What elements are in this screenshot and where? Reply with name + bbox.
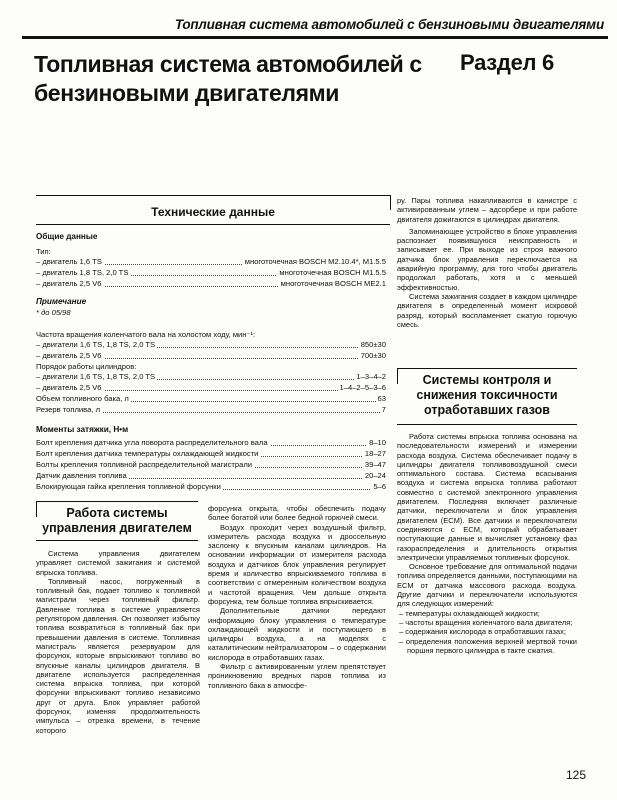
- right-column-top: [397, 196, 577, 329]
- list-item: – содержания кислорода в отработавших газах;: [399, 627, 566, 637]
- paragraph: Основное требование для оптимальной подачи топлива определяется данными, поступающими на ECM от датчика массового расхода воздуха. Другие датчики и переключатели используются для следующих измерений:: [397, 562, 577, 609]
- section2-body: [397, 432, 577, 655]
- paragraph: Фильтр с активированным углем препятствует проникновению вредных паров топлива из топливного бака в атмосфе-: [208, 662, 386, 690]
- paragraph: Топливный насос, погруженный в топливный бак, подает топливо к топливной магистрали через топливный фильтр. Давление топлива в системе управляется регулятором давления. Он позволяет избытку топлива возвратиться в топливный бак при превышении давления в системе. Топливная магистраль является резервуаром для форсунок, которые впрыскивают топливо во впускные каналы цилиндров двигателя. В двигателе используется распределенная система впрыска топлива, при которой форсунки впрыскивают топливо независимо друг от друга. Блок управляет работой форсунок, изменяя продолжительность импульса – отрезка времени, в течение которого: [36, 576, 200, 735]
- page-number: 125: [566, 768, 587, 782]
- section2-title: Системы контроля и снижения токсичности отработавших газов: [416, 373, 558, 417]
- paragraph: Воздух проходит через воздушный фильтр, измеритель расхода воздуха и дроссельную заслонку к впускным каналам цилиндров. На основании информации от измерителя расхода воздуха и датчиков блок управления регулирует время и количество впрыскиваемого топлива в соответствии с отмеренным количеством воздуха и частотой вращения. Чем дольше открыта форсунка, тем больше топлива впрыскивается.: [208, 522, 386, 606]
- torque-row: Болты крепления топливной распределительной магистрали 39–47: [36, 460, 386, 469]
- running-head: [22, 14, 608, 39]
- tech-title-rule: [36, 224, 390, 225]
- list-item: – температуры охлаждающей жидкости;: [399, 608, 540, 618]
- torque-heading: Моменты затяжки, Н•м: [36, 425, 129, 434]
- paragraph: Система управления двигателем управляет системой зажигания и системой впрыска топлива.: [36, 549, 200, 577]
- section2-title-rule: [397, 424, 577, 425]
- running-head-text: Топливная система автомобилей с бензиновыми двигателями: [174, 17, 604, 32]
- torque-row: Болт крепления датчика температуры охлаждающей жидкости 18–27: [36, 449, 386, 458]
- torque-row: Датчик давления топлива 20–24: [36, 471, 386, 480]
- type-row: – двигатель 1,6 TS многоточечная BOSCH M2.10.4*, M1.5.5: [36, 257, 386, 266]
- paragraph: Система зажигания создает в каждом цилиндре двигателя в определенный момент искровой разряд, который воспламеняет сжатую горючую смесь.: [397, 291, 577, 329]
- paragraph: Дополнительные датчики передают информацию блоку управления о температуре охлаждающей жидкости и поступающего в цилиндры воздуха, а на моделях с каталитическим нейтрализатором – о содержании кислорода в отработавших газах.: [208, 606, 386, 662]
- tech-box-corner: [390, 195, 391, 210]
- paragraph: ру. Пары топлива накапливаются в канистре с активированным углем – адсорбере и при работе двигателя дожигаются в цилиндрах двигателя.: [397, 196, 577, 224]
- section1-top-rule: [36, 501, 198, 502]
- note-heading: Примечание: [36, 297, 87, 306]
- order-row: – двигатели 1,6 TS, 1,8 TS, 2,0 TS 1–3–4–2: [36, 372, 386, 381]
- type-row: – двигатель 1,8 TS, 2,0 TS многоточечная BOSCH M1.5.5: [36, 268, 386, 277]
- torque-row: Болт крепления датчика угла поворота распределительного вала 8–10: [36, 438, 386, 447]
- tech-title: Технические данные: [151, 205, 275, 219]
- paragraph: форсунка открыта, чтобы обеспечить подачу более богатой или более бедной горючей смеси.: [208, 504, 386, 523]
- order-row: – двигатель 2,5 V6 1–4–2–5–3–6: [36, 383, 386, 392]
- section1-title-rule: [36, 540, 198, 541]
- list-item: – определения положения верхней мертвой точки поршня первого цилиндра в такте сжатия.: [399, 636, 577, 655]
- tank-row: Объем топливного бака, л 63: [36, 394, 386, 403]
- measurement-list: [397, 609, 577, 655]
- section1-col1: [36, 549, 200, 735]
- type-label: Тип:: [36, 247, 51, 256]
- paragraph: Запоминающее устройство в блоке управления распознает появившуюся неисправность и записывает ее. При выходе из строя важного датчика блок управления переключается на аварийную программу, для того чтобы двигатель продолжал работать, хотя и с меньшей эффективностью.: [397, 226, 577, 292]
- chapter-title: Топливная система автомобилей с бензиновыми двигателями: [34, 51, 422, 106]
- reserve-row: Резерв топлива, л 7: [36, 405, 386, 414]
- order-label: Порядок работы цилиндров:: [36, 362, 137, 371]
- paragraph: Работа системы впрыска топлива основана на последовательности измерений и измерении расхода воздуха. Система обеспечивает подачу в цилиндры двигателя топливовоздушной смеси оптимального состава. Система всасывания воздуха и система впрыска топлива работают совместно с системой электронного управления двигателем. Последняя включает различные датчики, переключатели и блок управления двигателем (ECM). Все датчики и переключатели соединяются с ECM, который обрабатывает поступающие данные и вычисляет установку фаз газораспределения и длительность открытия электрически управляемых топливных форсунок.: [397, 432, 577, 562]
- note-text: * до 05/98: [36, 308, 71, 317]
- section2-top-rule: [397, 368, 577, 369]
- idle-row: – двигатели 1,6 TS, 1,8 TS, 2,0 TS 850±30: [36, 340, 386, 349]
- torque-row: Блокирующая гайка крепления топливной форсунки 5–6: [36, 482, 386, 491]
- section1-title: Работа системы управления двигателем: [42, 506, 192, 535]
- type-row: – двигатель 2,5 V6 многоточечная BOSCH ME2.1: [36, 279, 386, 288]
- idle-label: Частота вращения коленчатого вала на холостом ходу, мин⁻¹:: [36, 330, 256, 339]
- list-item: – частоты вращения коленчатого вала двигателя;: [399, 617, 573, 627]
- idle-row: – двигатель 2,5 V6 700±30: [36, 351, 386, 360]
- section1-col2: [208, 504, 386, 690]
- general-heading: Общие данные: [36, 232, 98, 241]
- section-label: Раздел 6: [460, 50, 554, 75]
